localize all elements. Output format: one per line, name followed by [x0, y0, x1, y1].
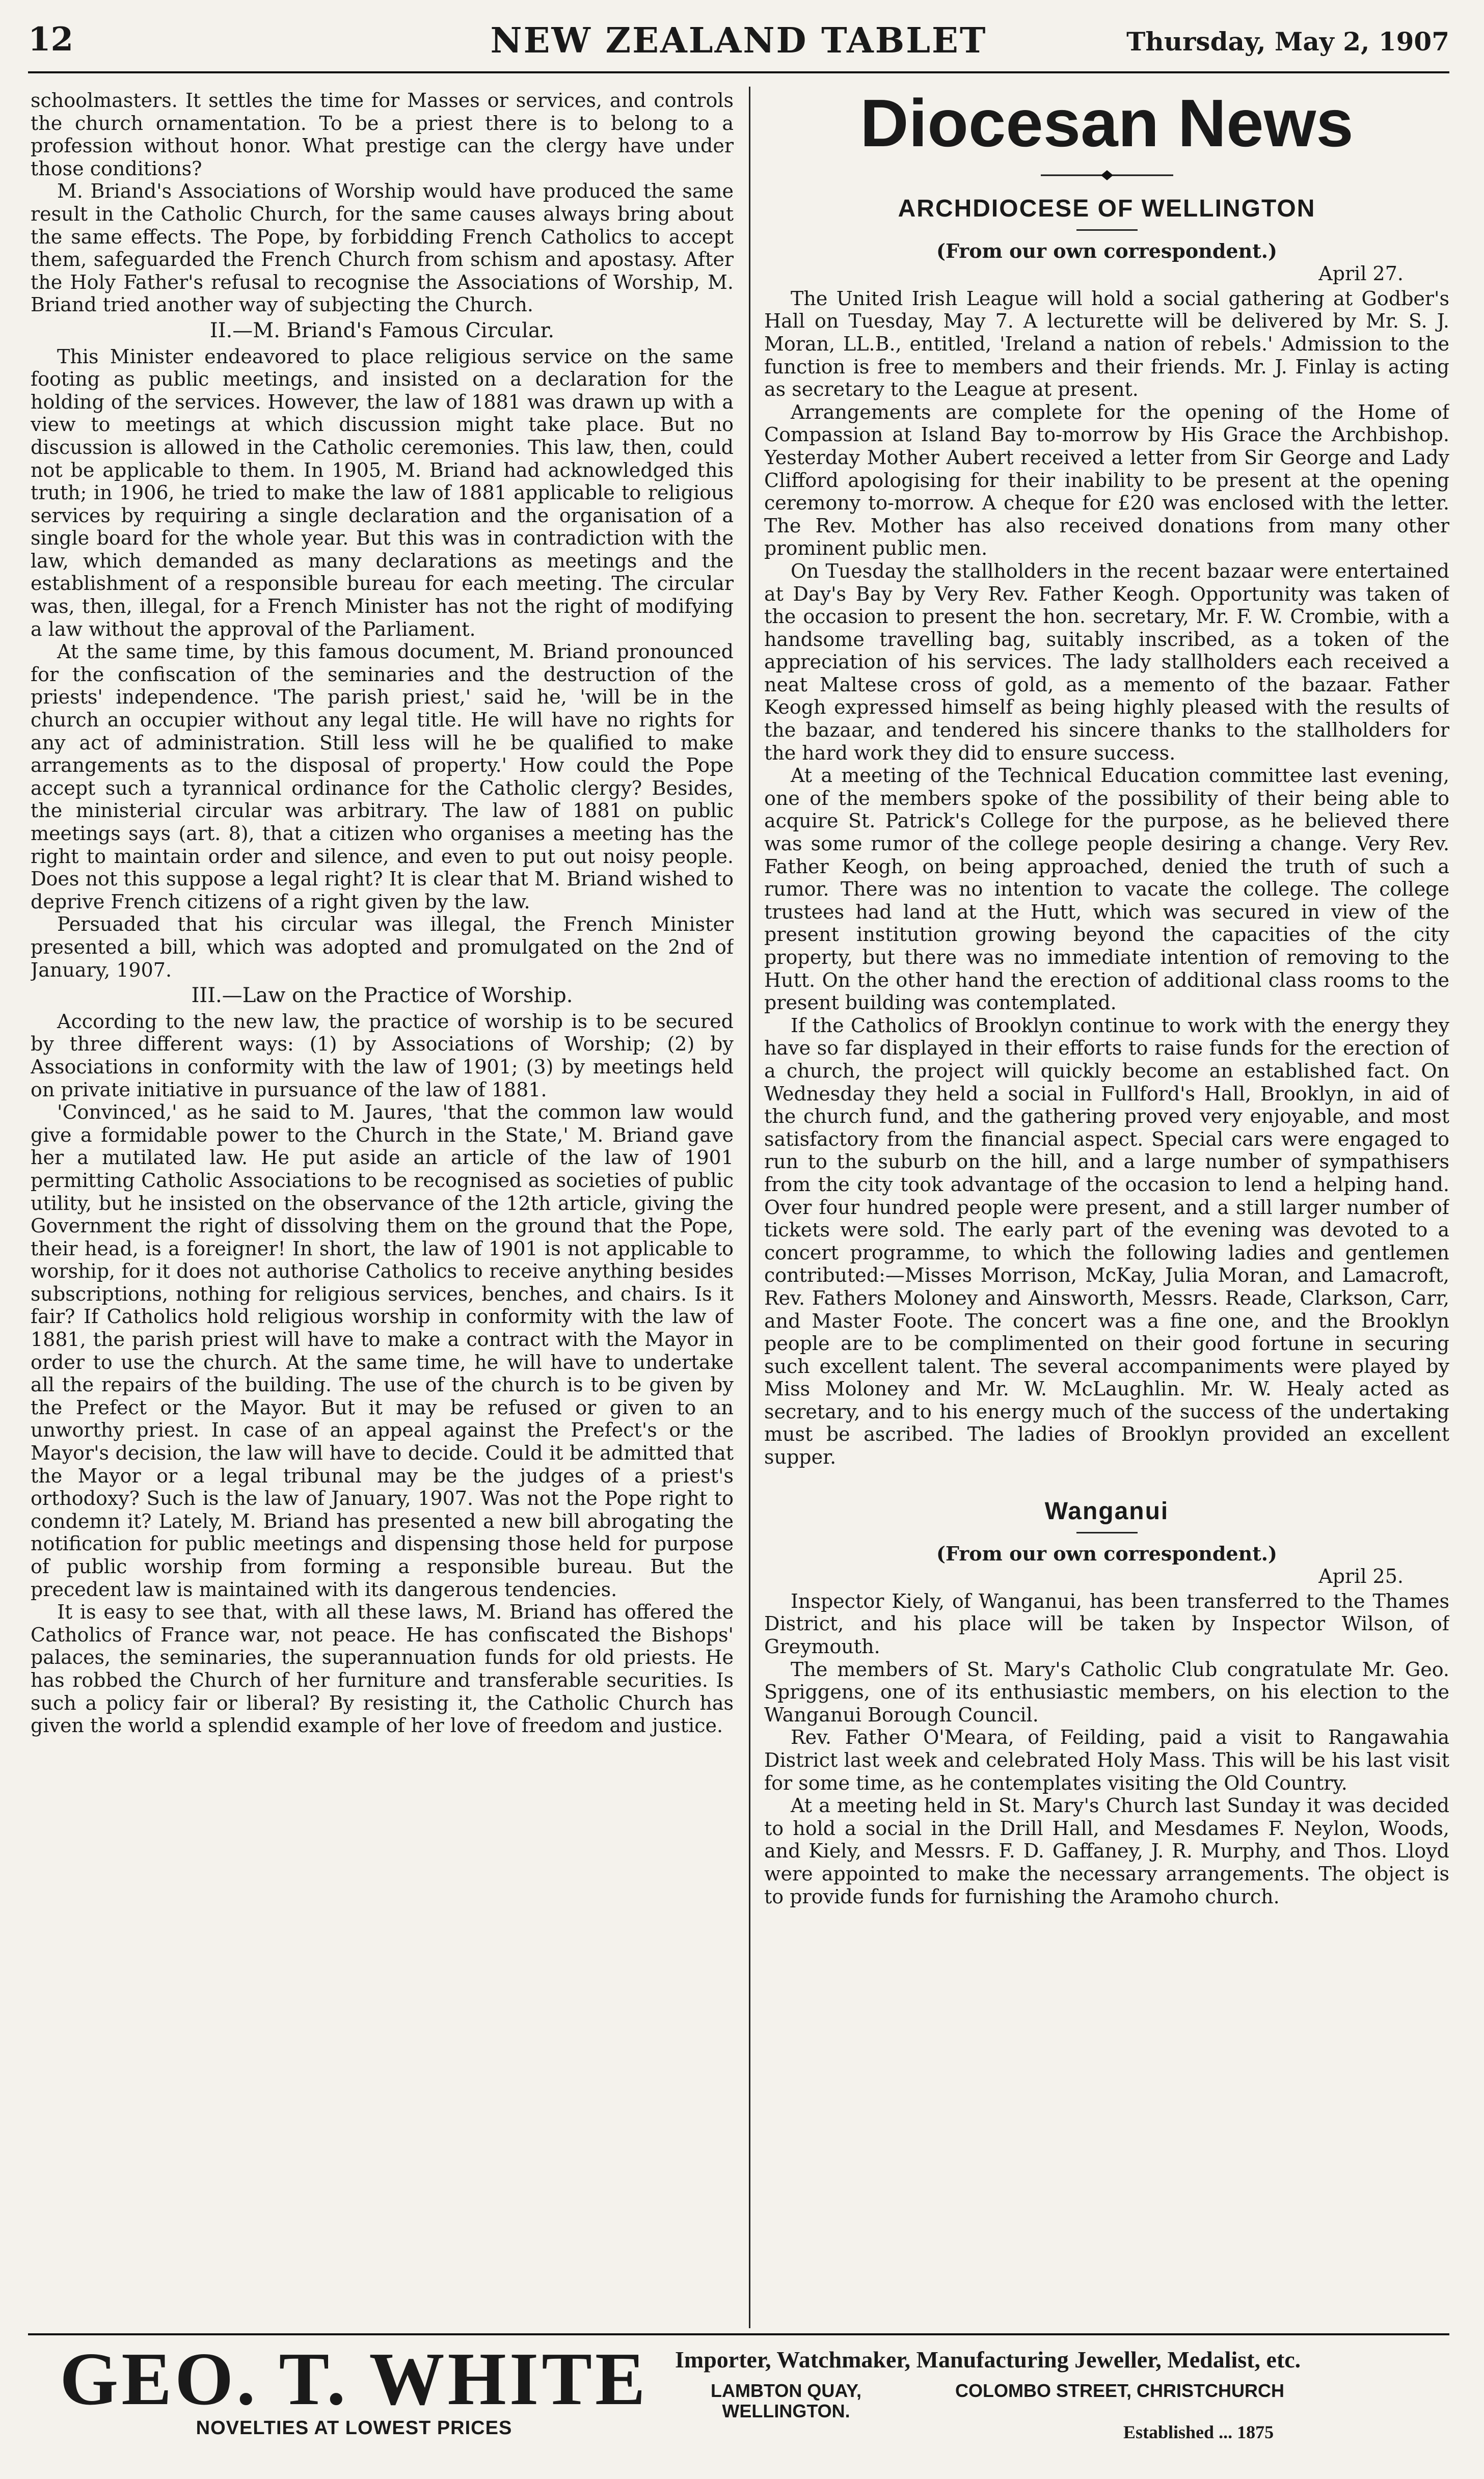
left-column — [31, 89, 734, 2328]
ad-brand-name: GEO. T. WHITE — [60, 2337, 649, 2421]
header-rule — [28, 71, 1449, 73]
diocesan-news-title: Diocesan News — [860, 89, 1354, 160]
left-paragraph-2: M. Briand's Associations of Worship would have produced the same result in the Catholic Church, for the same causes always bring about the same effects. The Pope, by forbidding French Catholics to accept them, safeguarded the French Church from schism and apostasy. After the Holy Father's refusal to recognise the Associations of Worship, M. Briand tried another way of subjecting the Church. — [31, 180, 734, 316]
correspondent-line: (From our own correspondent.) — [936, 239, 1277, 262]
advertisement — [28, 2337, 1449, 2458]
archdiocese-heading: ARCHDIOCESE OF WELLINGTON — [898, 195, 1316, 222]
left-paragraph-3: This Minister endeavored to place religious service on the same footing as public meetings, and insisted on a declaration for the holding of the services. However, the law of 1881 was drawn up with a view to meetings at which discussion might take place. But no discussion is allowed in the Catholic ceremonies. This law, then, could not be applicable to them. In 1905, M. Briand had acknowledged this truth; in 1906, he tried to make the law of 1881 applicable to religious services by requiring a single declaration and the organisation of a single board for the whole year. But this was in contradiction with the law, which demanded as many declarations as meetings and the establishment of a responsible bureau for each meeting. The circular was, then, illegal, for a French Minister has not the right of modifying a law without the approval of the Parliament. — [31, 345, 734, 640]
ad-address-christchurch: COLOMBO STREET, CHRISTCHURCH — [955, 2380, 1284, 2401]
wanganui-paragraph-3: Rev. Father O'Meara, of Feilding, paid a visit to Rangawahia District last week and celebrated Holy Mass. This will be his last visit for some time, as he contemplates visiting the Old Country. — [764, 1726, 1449, 1794]
dateline: April 27. — [1318, 262, 1404, 285]
wellington-paragraph-2: Arrangements are complete for the opening of the Home of Compassion at Island Bay to-morrow by His Grace the Archbishop. Yesterday Mother Aubert received a letter from Sir George and Lady Clifford apologising for their inability to be present at the opening ceremony to-morrow. A cheque for £20 was enclosed with the letter. The Rev. Mother has also received donations from many other prominent public men. — [764, 400, 1449, 560]
ad-trades: Importer, Watchmaker, Manufacturing Jeweller, Medalist, etc. — [675, 2347, 1301, 2373]
wellington-paragraph-4: At a meeting of the Technical Education committee last evening, one of the members spoke of the possibility of their being able to acquire St. Patrick's College for the purpose, as he believed there was some rumor of the college people desiring a change. Very Rev. Father Keogh, on being approached, denied the truth of such a rumor. There was no intention to vacate the college. The college trustees had land at the Hutt, which was secured in view of the present institution growing beyond the capacities of the city property, but there was no immediate intention of removing to the Hutt. On the other hand the erection of additional class rooms to the present building was contemplated. — [764, 764, 1449, 1014]
masthead: NEW ZEALAND TABLET — [490, 20, 987, 61]
ad-established: Established ... 1875 — [1123, 2422, 1274, 2442]
section-rule — [1076, 1532, 1138, 1533]
section-rule — [1076, 229, 1138, 231]
wanganui-paragraph-4: At a meeting held in St. Mary's Church last Sunday it was decided to hold a social in the Drill Hall, and Mesdames F. Neylon, Woods, and Kiely, and Messrs. F. D. Gaffaney, J. R. Murphy, and Thos. Lloyd were appointed to make the necessary arrangements. The object is to provide funds for furnishing the Aramoho church. — [764, 1794, 1449, 1908]
wellington-paragraph-3: On Tuesday the stallholders in the recent bazaar were entertained at Day's Bay by Very Rev. Father Keogh. Opportunity was taken of the occasion to present the hon. secretary, Mr. F. W. Crombie, with a handsome travelling bag, suitably inscribed, as a token of the appreciation of his services. The lady stallholders each received a neat Maltese cross of gold, as a memento of the bazaar. Father Keogh expressed himself as being highly pleased with the results of the bazaar, and tendered his sincere thanks to the stallholders for the hard work they did to ensure success. — [764, 559, 1449, 764]
left-paragraph-5: Persuaded that his circular was illegal, the French Minister presented a bill, which was adopted and promulgated on the 2nd of January, 1907. — [31, 913, 734, 981]
right-column — [764, 89, 1449, 2328]
wanganui-heading: Wanganui — [1044, 1497, 1169, 1525]
left-paragraph-8: It is easy to see that, with all these laws, M. Briand has offered the Catholics of France war, not peace. He has confiscated the Bishops' palaces, the seminaries, the superannuation funds for old priests. He has robbed the Church of her furniture and transferable securities. Is such a policy fair or liberal? By resisting it, the Catholic Church has given the world a splendid example of her love of freedom and justice. — [31, 1601, 734, 1737]
wellington-paragraph-5: If the Catholics of Brooklyn continue to work with the energy they have so far displayed in their efforts to raise funds for the erection of a church, the project will quickly become an established fact. On Wednesday they held a social in Fullford's Hall, Brooklyn, in aid of the church fund, and the gathering proved very enjoyable, and most satisfactory from the financial aspect. Special cars were engaged to run to the suburb on the hill, and a large number of sympathisers from the city took advantage of the occasion to lend a helping hand. Over four hundred people were present, and a still larger number of tickets were sold. The early part of the evening was devoted to a concert programme, to which the following ladies and gentlemen contributed:—Misses Morrison, McKay, Julia Moran, and Lamacroft, Rev. Fathers Moloney and Ainsworth, Messrs. Reade, Clarkson, Carr, and Master Foote. The concert was a fine one, and the Brooklyn people are to be complimented on their good fortune in securing such excellent talent. The several accompaniments were played by Miss Moloney and Mr. W. McLaughlin. Mr. W. Healy acted as secretary, and to his energy much of the success of the undertaking must be ascribed. The ladies of Brooklyn provided an excellent supper. — [764, 1014, 1449, 1469]
wanganui-paragraph-1: Inspector Kiely, of Wanganui, has been transferred to the Thames District, and his place will be taken by Inspector Wilson, of Greymouth. — [764, 1589, 1449, 1658]
ad-address-city: WELLINGTON. — [722, 2401, 850, 2421]
left-paragraph-6: According to the new law, the practice of worship is to be secured by three different ways: (1) by Associations of Worship; (2) by Associations in conformity with the law of 1901; (3) by meetings held on private initiative in pursuance of the law of 1881. — [31, 1010, 734, 1101]
left-paragraph-7: 'Convinced,' as he said to M. Jaures, 'that the common law would give a formidable power to the Church in the State,' M. Briand gave her a mutilated law. He put aside an article of the law of 1901 permitting Catholic Associations to be recognised as societies of public utility, but he insisted on the observance of the 12th article, giving the Government the right of dissolving them on the ground that the Pope, their head, is a foreigner! In short, the law of 1901 is not applicable to worship, for it does not authorise Catholics to receive anything besides subscriptions, nothing for religious services, benches, and chairs. Is it fair? If Catholics hold religious worship in conformity with the law of 1881, the parish priest will have to make a contract with the Mayor in order to use the church. At the same time, he will have to undertake all the repairs of the building. The use of the church is to be given by the Prefect or the Mayor. But it may be refused or given to an unworthy priest. In case of an appeal against the Prefect's or the Mayor's decision, the law will have to decide. Could it be admitted that the Mayor or a legal tribunal may be the judges of a priest's orthodoxy? Such is the law of January, 1907. Was not the Pope right to condemn it? Lately, M. Briand has presented a new bill abrogating the notification for public meetings and dispensing those held for purpose of public worship from forming a responsible bureau. But the precedent law is maintained with its dangerous tendencies. — [31, 1101, 734, 1601]
wellington-paragraph-1: The United Irish League will hold a social gathering at Godber's Hall on Tuesday, May 7. A lecturette will be delivered by Mr. S. J. Moran, LL.B., entitled, 'Ireland a nation of rebels.' Admission to the function is free to members and their friends. Mr. J. Finlay is acting as secretary to the League at present. — [764, 287, 1449, 401]
ad-address-street: LAMBTON QUAY, — [711, 2380, 862, 2401]
left-paragraph-4: At the same time, by this famous document, M. Briand pronounced for the confiscation of the seminaries and the destruction of the priests' independence. 'The parish priest,' said he, 'will be in the church an occupier without any legal title. He will have no rights for any act of administration. Still less will he be qualified to make arrangements as to the disposal of property.' How could the Pope accept such a tyrannical ordinance for the Catholic clergy? Besides, the ministerial circular was arbitrary. The law of 1881 on public meetings says (art. 8), that a citizen who organises a meeting has the right to maintain order and silence, and even to put out noisy people. Does not this suppose a legal right? It is clear that M. Briand wished to deprive French citizens of a right given by the law. — [31, 640, 734, 913]
left-paragraph-1: schoolmasters. It settles the time for Masses or services, and controls the church ornamentation. To be a priest there is to belong to a profession without honor. What prestige can the clergy have under those conditions? — [31, 89, 734, 180]
correspondent-line: (From our own correspondent.) — [936, 1542, 1277, 1565]
wanganui-paragraph-2: The members of St. Mary's Catholic Club congratulate Mr. Geo. Spriggens, one of its enthusiastic members, on his election to the Wanganui Borough Council. — [764, 1658, 1449, 1726]
issue-date: Thursday, May 2, 1907 — [1126, 26, 1449, 57]
ad-brand — [48, 2337, 660, 2439]
page-number: 12 — [28, 20, 74, 59]
ad-address-wellington — [711, 2381, 861, 2421]
subheading-famous-circular: II.—M. Briand's Famous Circular. — [209, 318, 555, 342]
ad-tagline: NOVELTIES AT LOWEST PRICES — [196, 2417, 512, 2439]
dateline: April 25. — [1318, 1565, 1404, 1588]
diamond-rule — [764, 164, 1449, 186]
subheading-law-on-worship: III.—Law on the Practice of Worship. — [191, 984, 573, 1008]
page-header — [28, 20, 1449, 76]
column-divider — [749, 87, 750, 2328]
footer-rule — [28, 2333, 1449, 2335]
